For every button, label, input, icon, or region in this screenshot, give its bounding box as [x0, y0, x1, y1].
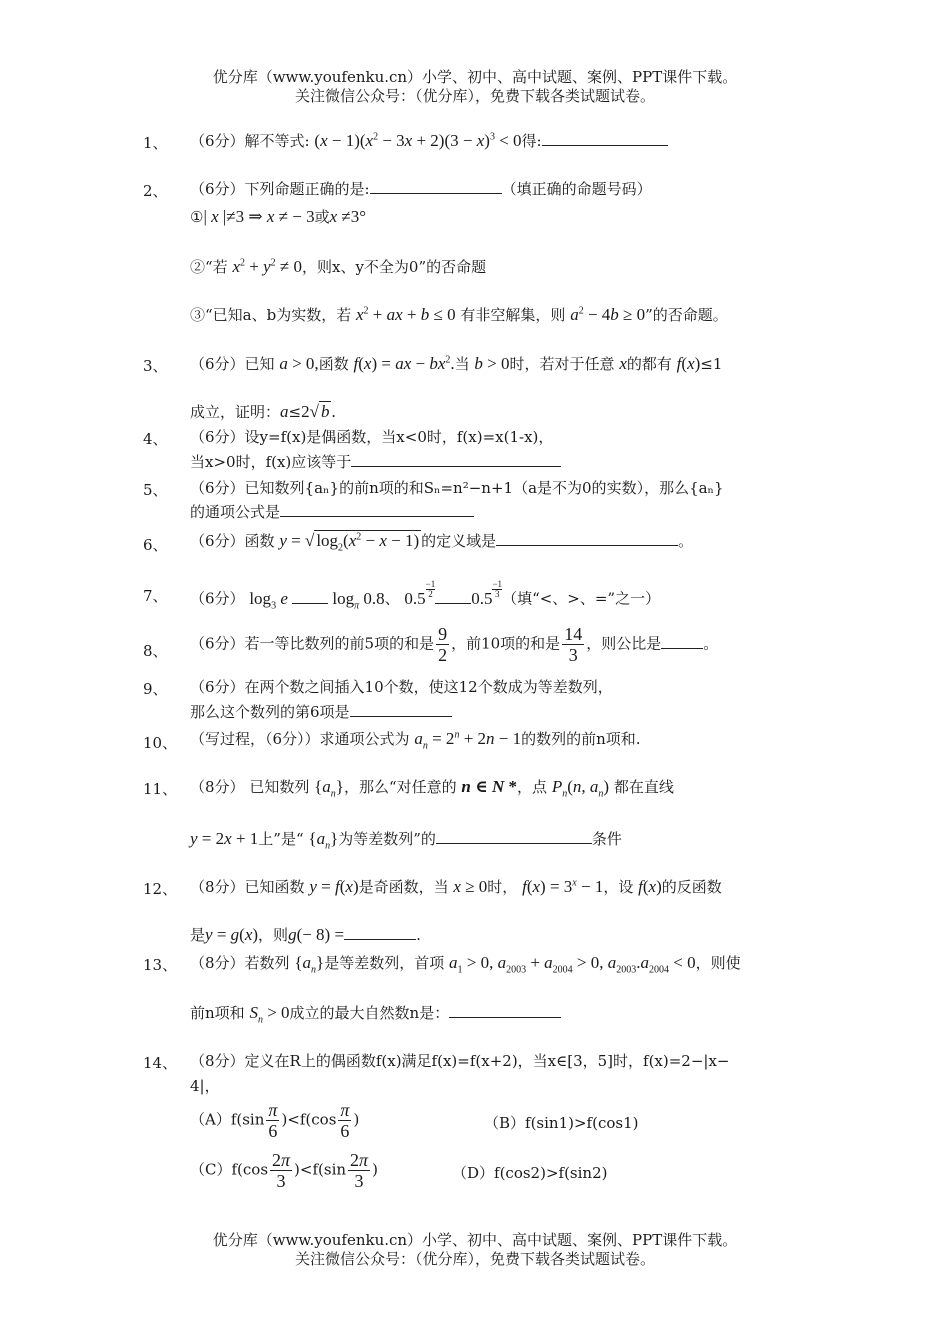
q11-t2: ，那么“对任意的: [343, 778, 457, 796]
q2-o1-formula-b: x ≠3°: [329, 207, 367, 226]
q13-t2: 是等差数列，首项: [324, 954, 445, 972]
q12-t3: 时，: [487, 878, 518, 896]
q3-t4: 时，若对于任意: [509, 355, 615, 373]
q14-line-2: 4|，: [190, 1077, 220, 1095]
q2-o2-pre: ②“若: [190, 258, 228, 276]
q14-a-end: ): [353, 1110, 360, 1129]
q1-tail: 得:: [521, 132, 542, 150]
q12-score: （8分）: [190, 878, 245, 896]
q13-number: 13、: [143, 956, 178, 974]
q3-t2: 函数: [318, 355, 349, 373]
q11-n-in-N: n ∈ N *: [461, 777, 518, 796]
footer-line-1: 优分库（www.youfenku.cn）小学、初中、高中试题、案例、PPT课件下载。: [212, 1231, 738, 1249]
q11-seq-2: $\{a_n\}$: [308, 829, 339, 852]
question-10: [190, 728, 641, 751]
q9-line1: 在两个数之间插入10个数，使这12个数成为等差数列，: [244, 678, 613, 696]
q13-answer-blank[interactable]: [449, 1003, 561, 1018]
q6-answer-blank[interactable]: [496, 531, 678, 546]
q7-score: （6分）: [190, 589, 245, 608]
q8-t1: 若一等比数列的前5项的和是: [244, 634, 435, 653]
q7-sep: 、: [384, 589, 400, 608]
q8-answer-blank[interactable]: [661, 634, 703, 649]
q11-t4: 都在直线: [613, 778, 674, 796]
header-line-1: 优分库（www.youfenku.cn）小学、初中、高中试题、案例、PPT课件下载。: [212, 68, 738, 86]
q14-number: 14、: [143, 1054, 178, 1072]
q2-text: 下列命题正确的是:: [244, 180, 370, 198]
q8-number: 8、: [143, 642, 168, 660]
q1-answer-blank[interactable]: [542, 131, 668, 146]
q1-formula: $(x - 1)(x^2 - 3x + 2)(3 - x)^3 < 0$: [314, 131, 522, 150]
q12-answer-blank[interactable]: [344, 925, 416, 940]
q2-o3-tail: ”的否命题。: [645, 306, 728, 324]
question-13: [190, 952, 741, 975]
q5-number: 5、: [143, 481, 168, 499]
q8-frac-9-2: $\frac{9}{2}$: [438, 624, 448, 665]
q8-t2: ，前10项的和是: [451, 634, 561, 653]
q8-frac-14-3: $\frac{14}{3}$: [564, 624, 583, 665]
q8-end: 。: [703, 634, 719, 653]
q4-score: （6分）: [190, 428, 245, 446]
q6-text: 函数: [244, 532, 275, 550]
q3-func: f(x) = ax − $bx^2$.: [353, 354, 455, 373]
q14-line1: 定义在R上的偶函数f(x)满足f(x)=f(x+2)，当x∈[3，5]时，f(x)=2−|x−: [244, 1052, 730, 1070]
q10-formula: $a_n = 2^n + 2n - 1$: [414, 729, 522, 752]
q14-option-b[interactable]: （B）f(sin1)>f(cos1): [484, 1114, 639, 1132]
q4-line2: 当x>0时，f(x)应该等于: [190, 453, 352, 471]
q9-line-2: [190, 701, 452, 722]
q14-c-pre: （C）f(cos: [190, 1160, 269, 1179]
q3-score: （6分）: [190, 355, 245, 373]
q11-answer-blank[interactable]: [436, 829, 592, 844]
q13-t1: 若数列: [244, 954, 290, 972]
question-4: [190, 426, 553, 447]
q3-l2b: ≤: [288, 403, 302, 421]
q13-l2a: 前n项和: [190, 1004, 245, 1022]
q2-o1-mark: ①: [190, 208, 204, 226]
q14-option-c[interactable]: [190, 1150, 378, 1191]
q4-number: 4、: [143, 430, 168, 448]
q4-line1: 设y=f(x)是偶函数，当x<0时，f(x)=x(1-x)，: [244, 428, 554, 446]
q9-score: （6分）: [190, 678, 245, 696]
q14-a-frac-1: $\frac{\pi}{6}$: [268, 1100, 278, 1141]
q13-t3: ，则使: [695, 954, 741, 972]
q2-option-1: [190, 206, 366, 227]
q12-t2: 是奇函数，当: [358, 878, 449, 896]
q7-blank-1[interactable]: [292, 593, 328, 604]
q5-score: （6分）: [190, 479, 245, 497]
question-14: [190, 1050, 730, 1071]
q3-t6: ≤1: [700, 355, 723, 373]
q11-line: y = 2x + 1: [190, 829, 259, 848]
q3-bound: 2√ b .: [301, 402, 336, 421]
q6-tail: 的定义域是: [421, 532, 497, 550]
q2-o2-formula: $x^2 + y^2 \ne 0$: [232, 257, 302, 276]
q3-t1: 已知: [244, 355, 275, 373]
q11-number: 11、: [143, 780, 178, 798]
question-2: [190, 178, 652, 199]
q7-number: 7、: [143, 587, 168, 605]
q2-option-3: [190, 304, 728, 325]
q14-option-a[interactable]: [190, 1100, 359, 1141]
q10-tail: 的数列的前n项和.: [521, 730, 641, 748]
q1-score: （6分）: [190, 132, 245, 150]
question-11: [190, 776, 674, 799]
question-3: [190, 353, 722, 374]
q3-var-x: x: [619, 354, 627, 373]
q9-answer-blank[interactable]: [350, 702, 452, 717]
q14-c-mid: )<f(sin: [294, 1160, 347, 1179]
question-5: [190, 477, 724, 498]
q13-score: （8分）: [190, 954, 245, 972]
q12-cond: x ≥ 0: [453, 877, 488, 896]
q14-score: （8分）: [190, 1052, 245, 1070]
q11-l2c: 条件: [591, 830, 622, 848]
q14-a-mid: )<f(cos: [281, 1110, 337, 1129]
q11-seq: $\{a_n\}$: [314, 777, 344, 800]
q1-text: 解不等式:: [244, 132, 310, 150]
q7-expr-2: 0.5 $\frac{-1}{2} 0.5$ $\frac{-1}{3}$: [404, 579, 503, 608]
q13-seq: $\{a_n\}$: [294, 953, 325, 976]
q11-l2a: 上”是“: [258, 830, 304, 848]
q12-t1: 已知函数: [244, 878, 305, 896]
q4-answer-blank[interactable]: [351, 452, 561, 467]
q5-line2: 的通项公式是: [190, 503, 281, 521]
q10-number: 10、: [143, 734, 178, 752]
q10-text: 求通项公式为: [319, 730, 410, 748]
q12-g-value: g(− 8) =: [288, 925, 345, 944]
q5-line1: 已知数列{aₙ}的前n项的和Sₙ=n²−n+1（a是不为0的实数），那么{aₙ}: [244, 479, 724, 497]
q6-score: （6分）: [190, 532, 245, 550]
q13-line-2: [190, 1002, 561, 1025]
q7-tail: （填“<、>、=”之一）: [502, 589, 661, 608]
footer-line-2: 关注微信公众号：（优分库），免费下载各类试题试卷。: [294, 1250, 655, 1268]
q2-answer-blank[interactable]: [370, 179, 502, 194]
q3-cond-b: b > 0: [474, 354, 510, 373]
question-12: [190, 876, 722, 897]
q14-c-end: ): [372, 1160, 378, 1179]
q14-c-frac-1: $\frac{2\pi}{3}$: [272, 1150, 291, 1191]
q7-expr-1: $\log_3 e$ $\log_\pi 0.8$: [249, 588, 385, 612]
question-1: [190, 130, 668, 151]
q12-t5: 的反函数: [661, 878, 722, 896]
q4-line-2: [190, 451, 561, 472]
q9-line2: 那么这个数列的第6项是: [190, 703, 350, 721]
q12-l2a: 是: [190, 926, 206, 944]
q2-o3-formula-b: $a^2 - 4b \ge 0$: [570, 305, 646, 324]
q8-t3: ，则公比是: [586, 634, 662, 653]
q12-l2b: ，则: [258, 926, 289, 944]
q3-var-a: a: [280, 402, 289, 421]
q7-blank-2[interactable]: [435, 593, 471, 604]
q12-number: 12、: [143, 880, 178, 898]
q6-formula: y = √ $\log_2(x^2 - x - 1)$: [279, 531, 420, 554]
question-8: [190, 624, 718, 665]
q5-line-2: [190, 501, 474, 522]
q11-l2b: 为等差数列”的: [338, 830, 436, 848]
q5-answer-blank[interactable]: [280, 502, 474, 517]
q12-t4: ，设: [603, 878, 634, 896]
q2-o3-pre: ③“已知a、b为实数，若: [190, 306, 352, 324]
q11-t3: ，点: [517, 778, 548, 796]
q2-o3-formula: $x^2$ + ax + b ≤ 0: [356, 305, 456, 324]
q14-a-frac-2: $\frac{\pi}{6}$: [340, 1100, 350, 1141]
header-line-2: 关注微信公众号：（优分库），免费下载各类试题试卷。: [294, 87, 655, 105]
q3-number: 3、: [143, 357, 168, 375]
q3-cond-a: a > 0,: [279, 354, 319, 373]
q2-o1-or: 或: [314, 208, 330, 226]
q2-tail: （填正确的命题号码）: [501, 180, 652, 198]
q13-sum: $S_n > 0$: [249, 1003, 290, 1026]
q11-score: （8分）: [190, 778, 245, 796]
q12-inverse: y = g(x): [205, 925, 259, 944]
q12-fx: f(x): [638, 877, 662, 896]
question-6: [190, 530, 693, 553]
q13-cond: $a_1 > 0$, $a_{2003} + a_{2004} > 0$, $a_{2003}.a_{2004} < 0$: [448, 953, 696, 976]
q6-end: 。: [678, 532, 694, 550]
q2-number: 2、: [143, 182, 168, 200]
question-7: [190, 580, 660, 611]
q2-option-2: [190, 256, 486, 277]
q2-score: （6分）: [190, 180, 245, 198]
q10-score: （写过程，（6分））: [190, 730, 320, 748]
q2-o2-mid: ，则x、y不全为0”的否命题: [301, 258, 487, 276]
q12-def: $f(x) = 3^x - 1$: [522, 877, 604, 896]
q6-number: 6、: [143, 536, 168, 554]
q3-t5: 的都有: [626, 355, 672, 373]
q8-score: （6分）: [190, 634, 245, 653]
q3-line-2: [190, 401, 336, 422]
q14-c-frac-2: $\frac{2\pi}{3}$: [350, 1150, 369, 1191]
q12-func: y = f(x): [309, 877, 359, 896]
q12-line-2: 是y = g(x)，则g(− 8) = .: [190, 925, 421, 944]
q2-o1-formula: | x |≠3 ⇒ x ≠ − 3: [203, 207, 315, 226]
q3-t3: 当: [454, 355, 470, 373]
q14-a-pre: （A）f(sin: [190, 1110, 265, 1129]
q3-fx: f(x): [676, 354, 701, 373]
q11-line-2: [190, 828, 622, 851]
q3-l2a: 成立，证明：: [190, 403, 281, 421]
q13-l2b: 成立的最大自然数n是：: [289, 1004, 450, 1022]
q2-o3-mid: 有非空解集，则: [460, 306, 566, 324]
q11-t1: 已知数列: [249, 778, 310, 796]
q9-number: 9、: [143, 680, 168, 698]
q11-point: $P_n(n$, $a_n$): [551, 777, 610, 800]
question-9: [190, 676, 613, 697]
q1-number: 1、: [143, 134, 168, 152]
q14-option-d[interactable]: （D）f(cos2)>f(sin2): [452, 1164, 608, 1182]
